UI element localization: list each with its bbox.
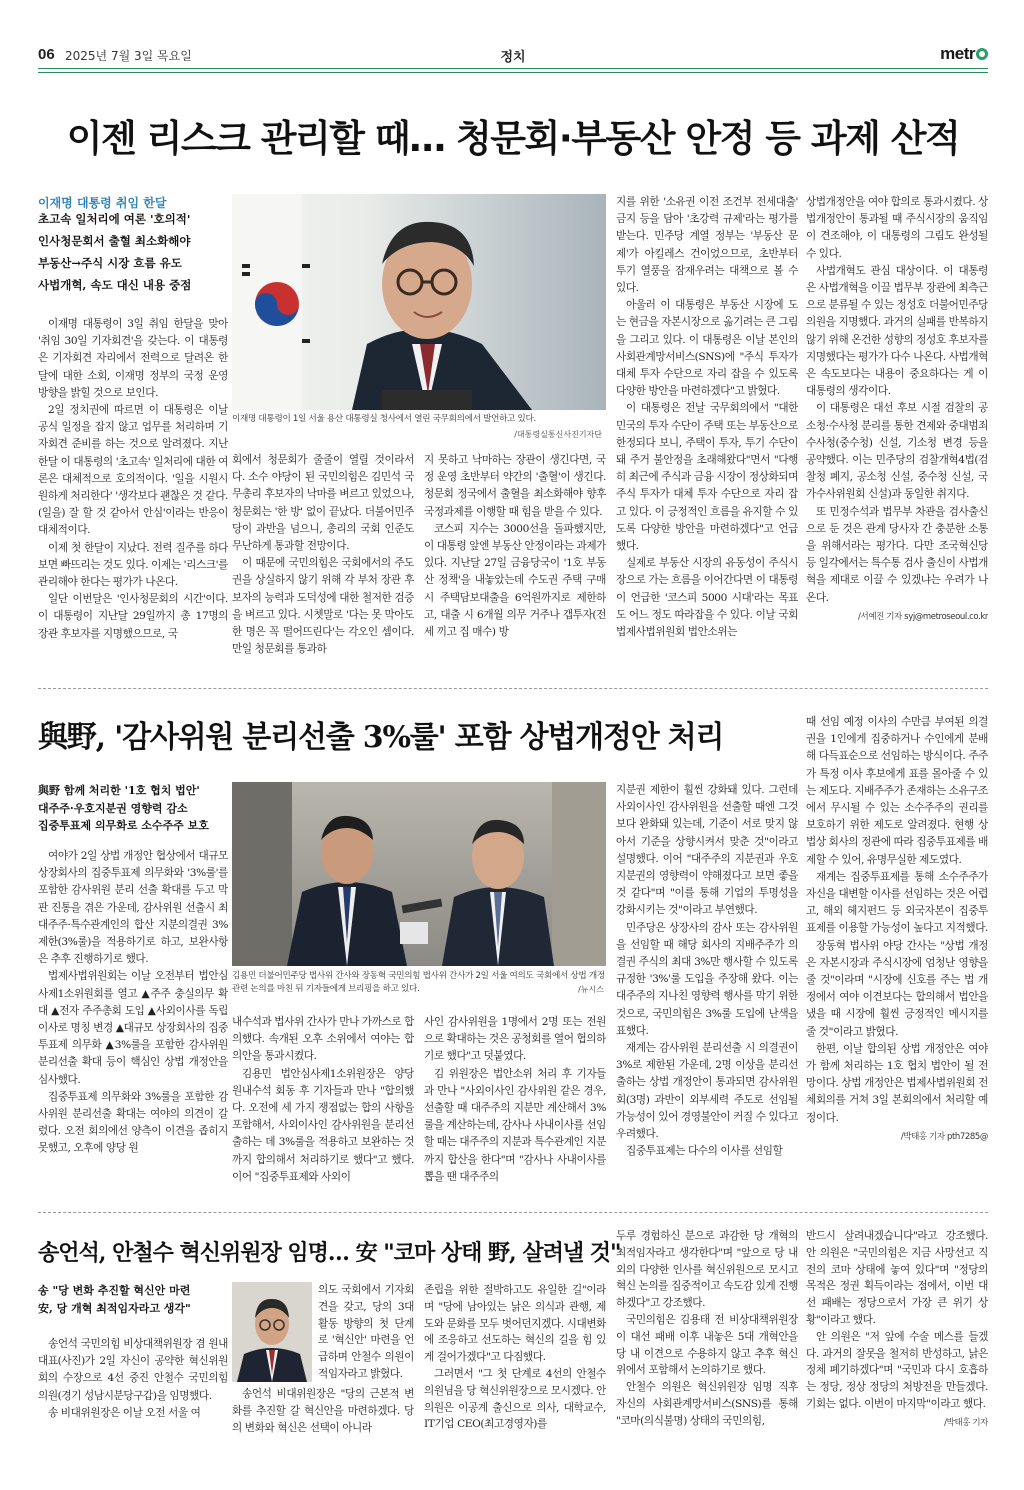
paragraph: 의도 국회에서 기자회견을 갖고, 당의 3대 활동 방향의 첫 단계로 '혁신안' 마련을 언급하며 안철수 의원이 적임자라고 밝혔다. <box>318 1284 414 1380</box>
paragraph: 김용민 법안심사제1소위원장은 양당 원내수석 회동 후 기자들과 만나 "합의했다. 오전에 세 가지 쟁점없는 합의 사항을 포함해서, 사외이사인 감사위원을 분리선출하는 데 3%룰을 적용하고 보완하는 것까지 합의해서 처리하기로 했다"고 했다. 이어 "집중투표제와 사외이 <box>232 1067 414 1183</box>
paragraph: 김 위원장은 법안소위 처리 후 기자들과 만나 "사외이사인 감사위원 같은 경우, 선출할 때 대주주의 지분만 계산해서 3%룰을 계산하는데, 감사나 사내이사를 선임할 때는 대주주의 지분과 특수관계인 지분까지 합산을 한다"며 "감사나 사내이사를 뽑을 땐 대주주의 <box>424 1067 606 1183</box>
paragraph: 송 비대위원장은 이날 오전 서울 여 <box>48 1406 201 1419</box>
article2-photo <box>232 782 606 966</box>
article1-column-5 <box>806 194 988 664</box>
article3-portrait <box>232 1282 312 1382</box>
article3-column-3 <box>424 1282 606 1460</box>
paragraph: 안철수 의원은 혁신위원장 임명 직후 자신의 사회관계망서비스(SNS)를 통해 "코마(의식불명) 상태의 국민의힘, <box>616 1381 798 1427</box>
president-photo-illustration <box>232 194 606 410</box>
paragraph: 집중투표제 의무화와 3%룰을 포함한 감사위원 분리선출 확대는 여야의 의견이 갈렸다. 오전 회의에선 양측이 이견을 좁히지 못했고, 오후에 양당 원 <box>38 1090 228 1155</box>
paragraph: 지분권 제한이 훨씬 강화돼 있다. 그런데 사외이사인 감사위원을 선출할 때엔 그것보다 완화돼 있는데, 기준이 서로 맞지 않아서 기준을 상향시켜서 맞춘 것"이라고 설명했다. 이어 "대주주의 지분권과 우호 지분권의 영향력이 약해졌다고 보면 좋을 것 같다"며 "이를 통해 기업의 투명성을 강화시키는 것"이라고 부연했다. <box>616 784 798 917</box>
subhead-line: 安, 당 개혁 최적임자라고 생각" <box>38 1301 191 1315</box>
paragraph: 지를 위한 '소유권 이전 조건부 전세대출' 금지 등을 담아 '초강력 규제'라는 평가를 받는다. 민주당 계열 정부는 '부동산 문제'가 아킬레스 건이었으므로, 초반부터 투기 열풍을 잠재우려는 대책으로 볼 수 있다. <box>616 196 798 295</box>
article3-headline: 송언석, 안철수 혁신위원장 임명… 安 "코마 상태 野, 살려낼 것" <box>38 1240 621 1266</box>
article1-column-2 <box>232 452 414 664</box>
article2-photo-caption: 김용민 더불어민주당 법사위 간사와 장동혁 국민의힘 법사위 간사가 2일 서울 여의도 국회에서 상법 개정 관련 논의를 마친 뒤 기자들에게 브리핑을 하고 있다. <box>232 971 605 994</box>
paragraph: 사법개혁도 관심 대상이다. 이 대통령은 사법개혁을 이끌 법무부 장관에 최측근으로 분류될 수 있는 정성호 더불어민주당 의원을 지명했다. 과거의 실패를 반복하지 않기 위해 온건한 성향의 정성호 후보자를 지명했다는 평가가 다수 나온다. 사법개혁은 속도보다는 내용이 중요하다는 게 이 대통령의 생각이다. <box>806 264 988 398</box>
article1-photo <box>232 194 606 410</box>
page-header <box>38 44 988 70</box>
paragraph: 2일 정치권에 따르면 이 대통령은 이날 공식 일정을 잡지 않고 업무를 처리하며 기자회견 준비를 하는 것으로 알려졌다. 지난 한달 이 대통령의 '초고속' 일처리에 대한 여론은 대체적으로 호의적이다. '일을 시원시원하게 처리한다' '생각보다 괜찮은 것 같다. (일을) 잘 할 것 같아서 안심'이라는 반응이 대체적이다. <box>38 404 228 537</box>
article1-kicker: 이재명 대통령 취임 한달 <box>38 196 167 210</box>
article2-column-3 <box>424 1014 606 1190</box>
brand-logo-text: metr <box>940 44 975 63</box>
article3-column-5 <box>806 1228 988 1460</box>
article3-column-2a <box>318 1282 414 1382</box>
subhead-line: 송 "당 변화 추진할 혁신안 마련 <box>38 1284 191 1297</box>
article1-byline: /서예진 기자 syj@metroseoul.co.kr <box>858 611 988 622</box>
paragraph: 지 못하고 낙마하는 장관이 생긴다면, 국정 운영 초반부터 약간의 '출혈'이 생긴다. 청문회 정국에서 출혈을 최소화해야 향후 국정과제를 이행할 때 힘을 받을 수 있다. <box>424 454 606 518</box>
paragraph: 집중투표제는 다수의 이사를 선임할 <box>626 1145 783 1158</box>
paragraph: 한편, 이날 합의된 상법 개정안은 여야가 함께 처리하는 1호 협치 법안이 될 전망이다. 상법 개정안은 법제사법위원회 전체회의를 거쳐 3일 본회의에서 처리할 예정이다. <box>806 1042 988 1124</box>
paragraph: 회에서 청문회가 줄줄이 열릴 것이라서 다. 소수 야당이 된 국민의힘은 김민석 국무총리 후보자의 낙마를 벼르고 있었으나, 청문회는 '한 방' 없이 끝났다. 더불어민주당이 과반을 넘으니, 총리의 국회 인준도 무난하게 통과할 전망이다. <box>232 454 414 553</box>
paragraph: 이재명 대통령이 3일 취임 한달을 맞아 '취임 30일 기자회견'을 갖는다. 이 대통령은 기자회견 자리에서 전력으로 달려온 한 달에 대한 소회, 이재명 정부의 국정 운영 방향을 밝힐 것으로 보인다. <box>38 318 228 399</box>
paragraph: 장동혁 법사위 야당 간사는 "상법 개정은 자본시장과 주식시장에 엄청난 영향을 줄 것"이라며 "시장에 신호를 주는 법 개정에서 여야 이견보다는 합의해서 법안을 냈을 때 시장에 훨씬 긍정적인 메시지를 줄 것"이라고 밝혔다. <box>806 939 988 1038</box>
article3-column-4 <box>616 1228 798 1460</box>
paragraph: 또 민정수석과 법무부 차관을 검사출신으로 둔 것은 관계 당사자 간 충분한 소통을 위해서라는 평가다. 다만 조국혁신당 등 일각에서는 특수통 검사 출신이 사법개혁을 제대로 이끌 수 있겠냐는 우려가 나온다. <box>806 505 988 604</box>
paragraph: 이 때문에 국민의힘은 국회에서의 주도권을 상실하지 않기 위해 각 부처 장관 후보자의 능력과 도덕성에 대한 철저한 검증을 벼르고 있다. 시쳇말로 '다는 못 막아도 한 명은 꼭 떨어뜨린다'는 각오인 셈이다. 만일 청문회를 통과하 <box>232 557 414 656</box>
issue-date: 2025년 7월 3일 목요일 <box>65 49 192 63</box>
paragraph: 재계는 감사위원 분리선출 시 의결권이 3%로 제한된 가운데, 2명 이상을 분리선출하는 상법 개정안이 통과되면 감사위원회(3명) 과반이 외부세력 주도로 선임될 가능성이 있어 경영불안이 커질 수 있다고 우려했다. <box>616 1042 798 1141</box>
subhead-line: 집중투표제 의무화로 소수주주 보호 <box>38 819 209 832</box>
article1-headline: 이젠 리스크 관리할 때… 청문회·부동산 안정 등 과제 산적 <box>66 117 960 160</box>
paragraph: 두루 경험하신 분으로 과감한 당 개혁의 최적임자라고 생각한다"며 "앞으로 당 내외의 다양한 인사를 혁신위원으로 모시고 혁신 논의를 집중적이고 속도감 있게 진행하겠다"고 강조했다. <box>616 1230 798 1310</box>
paragraph: 아울러 이 대통령은 부동산 시장에 도는 현금을 자본시장으로 옮기려는 큰 그림을 그리고 있다. 이 대통령은 이날 본인의 사회관계망서비스(SNS)에 "주식 투자가 대체 투자 수단으로 자리 잡을 수 있도록 다양한 방안을 마련하겠다"고 밝혔다. <box>616 299 798 398</box>
brand-logo <box>940 44 988 64</box>
paragraph: 그러면서 "그 첫 단계로 4선의 안철수 의원님을 당 혁신위원장으로 모시겠다. 안 의원은 이공계 출신으로 의사, 대학교수, IT기업 CEO(최고경영자)를 <box>424 1367 606 1431</box>
paragraph: 송언석 국민의힘 비상대책위원장 겸 원내대표(사진)가 2일 자신이 공약한 혁신위원회의 수장으로 4선 중진 안철수 국민의힘 의원(경기 성남시분당구갑)을 임명했다. <box>38 1338 228 1402</box>
article1-column-4 <box>616 194 798 664</box>
logo-ring-icon <box>976 48 988 60</box>
paragraph: 상법개정안을 여야 합의로 통과시켰다. 상법개정안이 통과될 때 주식시장의 움직임이 견조해야, 이 대통령의 그림도 완성될 수 있다. <box>806 196 988 260</box>
article2-byline: /박태홍 기자 pth7285@ <box>900 1131 988 1142</box>
article1-subheads <box>38 208 228 296</box>
article2-column-2 <box>232 1014 414 1190</box>
paragraph: 내수석과 법사위 간사가 만나 가까스로 합의했다. 속개된 오후 소위에서 여야는 합의안을 통과시켰다. <box>232 1016 414 1063</box>
paragraph: 송언석 비대위원장은 "당의 근본적 변화를 추진할 갈 혁신안을 마련하겠다. 당의 변화와 혁신은 선택이 아니라 <box>232 1388 414 1434</box>
subhead-line: 부동산→주식 시장 흐름 유도 <box>38 256 182 270</box>
article1-column-3 <box>424 452 606 664</box>
portrait-illustration <box>232 1282 312 1382</box>
paragraph: 일단 이번달은 '인사청문회의 시간'이다. 이 대통령이 지난달 29일까지 총 17명의 장관 후보자를 지명했으므로, 국 <box>38 593 228 640</box>
article2-headline: 與野, '감사위원 분리선출 3%룰' 포함 상법개정안 처리 <box>38 720 724 755</box>
header-rule <box>38 72 988 73</box>
paragraph: 이 대통령은 대선 후보 시절 검찰의 공소청·수사청 분리를 통한 견제와 중대범죄수사청(중수청) 신설, 기소청 변경 등을 공약했다. 이는 민주당의 검찰개혁4법(검찰청 폐지, 공소청 신설, 중수청 신설, 국가수사위원회 신설)과 동일한 취지다. <box>806 402 988 501</box>
article3-subheads <box>38 1282 228 1317</box>
paragraph: 코스피 지수는 3000선을 돌파했지만, 이 대통령 앞엔 부동산 안정이라는 과제가 있다. 지난달 27일 금융당국이 '1호 부동산 정책'을 내놓았는데 수도권 주택 구매 시 주택담보대출을 6억원까지로 제한하고, 대출 시 6개월 의무 거주나 갭투자(전세 끼고 집 매수) 방 <box>424 522 606 639</box>
subhead-line: 사법개혁, 속도 대신 내용 중점 <box>38 278 192 292</box>
header-rule <box>38 68 988 69</box>
paragraph: 실제로 부동산 시장의 유동성이 주식시장으로 가는 흐름을 이어간다면 이 대통령이 언급한 '코스피 5000 시대'라는 목표도 어느 정도 따라잡을 수 있다. 이날 국회 법제사법위원회 법안소위는 <box>616 557 798 639</box>
paragraph: 반드시 살려내겠습니다"라고 강조했다. 안 의원은 "국민의힘은 지금 사망선고 직전의 코마 상태에 놓여 있다"며 "정당의 목적은 정권 획득이라는 점에서, 이번 대선 패배는 정당으로서 가장 큰 위기 상황"이라고 했다. <box>806 1230 988 1326</box>
paragraph: 여야가 2일 상법 개정안 협상에서 대규모 상장회사의 집중투표제 의무화와 '3%룰'를 포함한 감사위원 분리 선출 확대를 두고 막판 진통을 겪은 가운데, 감사위원 선출시 최대주주·특수관계인의 합산 지분의결권 3%제한(3%룰)을 적용하기로 하고, 보완사항은 추후 진행하기로 했다. <box>38 850 228 966</box>
article3-byline: /박태홍 기자 <box>944 1417 988 1428</box>
paragraph: 존립을 위한 절박하고도 유일한 길"이라며 "당에 남아있는 낡은 의식과 관행, 제도와 문화를 모두 벗어던지겠다. 시대변화에 조응하고 선도하는 혁신의 길을 힘 있게 걸어가겠다"고 다짐했다. <box>424 1284 606 1364</box>
subhead-line: 대주주·우호지분권 영향력 감소 <box>38 801 188 815</box>
article2-subheads <box>38 782 228 835</box>
article-divider <box>38 1212 988 1213</box>
subhead-line: 초고속 일처리에 여론 '호의적' <box>38 212 191 226</box>
page-number: 06 <box>38 46 55 63</box>
briefing-photo-illustration <box>232 782 606 966</box>
paragraph: 때 선임 예정 이사의 수만큼 부여된 의결권을 1인에게 집중하거나 수인에게 분배해 다득표순으로 선임하는 방식이다. 주주가 특정 이사 후보에게 표를 몰아줄 수 있는 제도다. 지배주주가 존재하는 소유구조에서 무시될 수 있는 소수주주의 권리를 보호하기 위한 제도로 알려졌다. 현행 상법상 회사의 정관에 따라 집중투표제를 배제할 수 있어, 유명무실한 제도였다. <box>806 716 988 866</box>
paragraph: 법제사법위원회는 이날 오전부터 법안심사제1소위원회를 열고 ▲주주 충실의무 확대 ▲전자 주주총회 도입 ▲사외이사를 독립이사로 명칭 변경 ▲대규모 상장회사의 집중투표제 의무화 ▲3%룰을 포함한 감사위원 분리선출 확대 등이 핵심인 상법 개정안을 심사했다. <box>38 970 228 1086</box>
article2-column-5 <box>806 714 988 1190</box>
paragraph: 이 대통령은 전날 국무회의에서 "대한민국의 투자 수단이 주택 또는 부동산으로 한정되다 보니, 주택이 투자, 투기 수단이 돼 주거 불안정을 초래해왔다"면서 "다행히 최근에 주식과 금융 시장이 정상화되며 주식 투자가 대체 투자 수단으로 자리 잡고 있다. 이 긍정적인 흐름을 유지할 수 있도록 다양한 방안을 마련하겠다"고 언급했다. <box>616 402 798 553</box>
paragraph: 사인 감사위원을 1명에서 2명 또는 전원으로 확대하는 것은 공청회를 열어 협의하기로 했다"고 덧붙였다. <box>424 1016 606 1063</box>
article-divider <box>38 688 988 689</box>
article3-column-2b <box>232 1386 414 1460</box>
article2-photo-credit: /뉴시스 <box>578 985 604 994</box>
paragraph: 국민의힘은 김용태 전 비상대책위원장이 대선 패배 이후 내놓은 5대 개혁안을 당 내 이견으로 수용하지 않고 추후 혁신위에서 포함해서 논의하기로 했다. <box>616 1313 798 1377</box>
subhead-line: 與野 함께 처리한 '1호 협치 법안' <box>38 784 200 797</box>
paragraph: 민주당은 상장사의 감사 또는 감사위원을 선임할 때 해당 회사의 지배주주가 의결권 주식의 최대 3%만 행사할 수 있도록 규정한 '3%'룰 도입을 주장해 왔다. 이는 대주주의 지나친 영향력 행사를 막기 위한 것으로, 국민의힘은 3%룰 도입에 난색을 표했다. <box>616 921 798 1037</box>
article1-photo-caption: 이재명 대통령이 1일 서울 용산 대통령실 청사에서 열린 국무회의에서 발언하고 있다. <box>232 414 536 424</box>
article2-column-1 <box>38 848 228 1190</box>
article1-photo-credit: /대통령실통신사진기자단 <box>514 430 602 439</box>
article3-column-1 <box>38 1336 228 1460</box>
paragraph: 이제 첫 한달이 지났다. 전력 질주를 하다보면 빠뜨리는 것도 있다. 이제는 '리스크'를 관리해야 한다는 평가가 나온다. <box>38 541 228 589</box>
paragraph: 재계는 집중투표제를 통해 소수주주가 자신을 대변할 이사를 선임하는 것은 어렵고, 해외 헤지펀드 등 외국자본이 집중투표제를 이용할 가능성이 높다고 지적했다. <box>806 870 988 935</box>
subhead-line: 인사청문회서 출혈 최소화해야 <box>38 234 191 248</box>
article2-column-4 <box>616 782 798 1190</box>
paragraph: 안 의원은 "저 앞에 수술 메스를 들겠다. 과거의 잘못을 철저히 반성하고, 낡은 정체 폐기하겠다"며 "국민과 다시 호흡하는 정당, 정상 정당의 처방전을 만들겠다. 기회는 없다. 이번이 마지막"이라고 했다. <box>806 1330 988 1410</box>
article1-column-1 <box>38 316 228 664</box>
section-name: 정치 <box>500 50 526 65</box>
